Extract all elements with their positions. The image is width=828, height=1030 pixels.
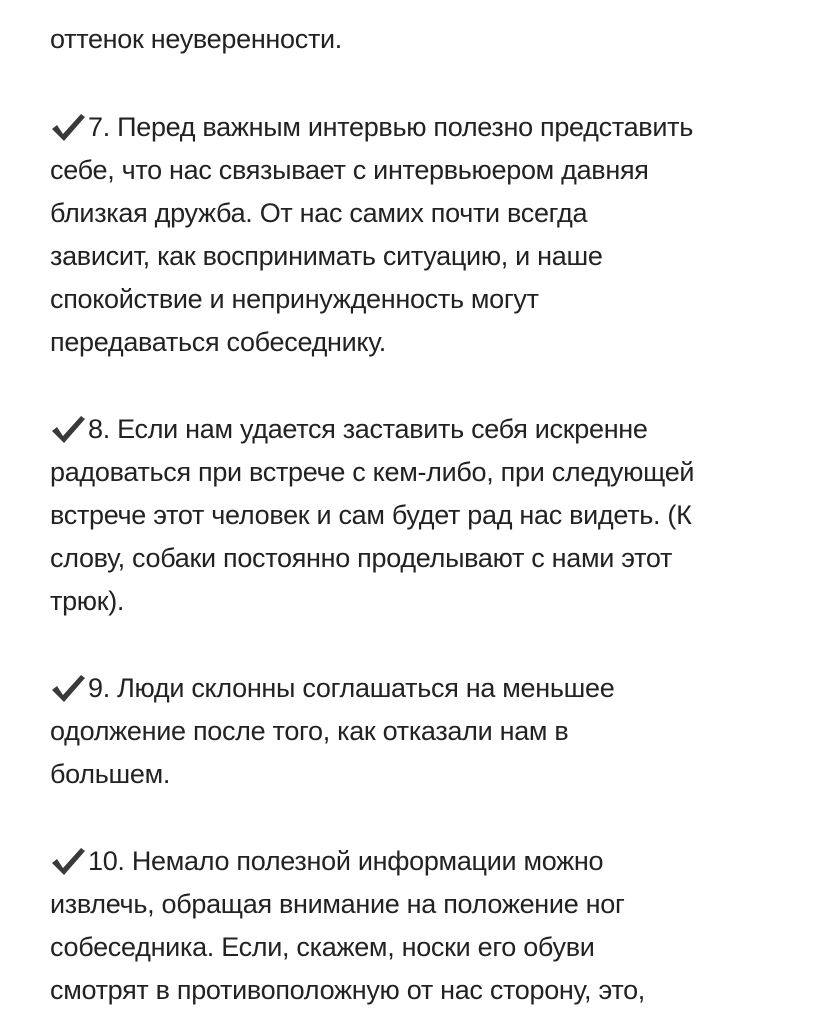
text-line — [50, 325, 386, 359]
text-line-content: радоваться при встрече с кем-либо, при следующей — [50, 457, 695, 487]
text-line-content: трюк). — [50, 586, 125, 616]
text-line-content: собеседника. Если, скажем, носки его обуви — [50, 932, 595, 962]
text-line — [50, 196, 587, 230]
check-mark-icon — [50, 673, 86, 703]
text-line-content: встрече этот человек и сам будет рад нас видеть. (К — [50, 500, 692, 530]
text-line-content: извлечь, обращая внимание на положение ног — [50, 889, 625, 919]
text-line-content: близкая дружба. От нас самих почти всегда — [50, 198, 588, 228]
text-line — [50, 282, 539, 316]
item-9-text: 9. Люди склонны соглашаться на меньшее — [88, 673, 615, 703]
text-line — [50, 887, 625, 921]
text-line — [50, 541, 672, 575]
text-line-content: себе, что нас связывает с интервьюером давняя — [50, 155, 649, 185]
list-item-8-first-line — [50, 412, 648, 446]
text-line-content: зависит, как воспринимать ситуацию, и наше — [50, 241, 603, 271]
text-line — [50, 930, 595, 964]
text-line-content: оттенок неуверенности. — [50, 24, 343, 54]
text-line — [50, 714, 568, 748]
text-line — [50, 22, 342, 56]
text-line-content: смотрят в противоположную от нас сторону, это, — [50, 975, 646, 1005]
check-mark-icon — [50, 846, 86, 876]
text-line — [50, 153, 649, 187]
text-line — [50, 973, 645, 1007]
text-line-content: одолжение после того, как отказали нам в — [50, 716, 569, 746]
item-7-text: 7. Перед важным интервью полезно представить — [88, 112, 693, 142]
check-mark-icon — [50, 112, 86, 142]
list-item-7-first-line — [50, 110, 693, 144]
list-item-9-first-line — [50, 671, 614, 705]
text-line — [50, 239, 603, 273]
item-10-text: 10. Немало полезной информации можно — [88, 846, 604, 876]
text-line-content: спокойствие и непринужденность могут — [50, 284, 539, 314]
text-line — [50, 757, 170, 791]
text-line-content: передаваться собеседнику. — [50, 327, 386, 357]
text-line-content: слову, собаки постоянно проделывают с нами этот — [50, 543, 673, 573]
text-line — [50, 455, 694, 489]
item-8-text: 8. Если нам удается заставить себя искренне — [88, 414, 648, 444]
text-line — [50, 584, 124, 618]
text-line-content: большем. — [50, 759, 171, 789]
text-line — [50, 498, 692, 532]
list-item-10-first-line — [50, 844, 603, 878]
check-mark-icon — [50, 414, 86, 444]
